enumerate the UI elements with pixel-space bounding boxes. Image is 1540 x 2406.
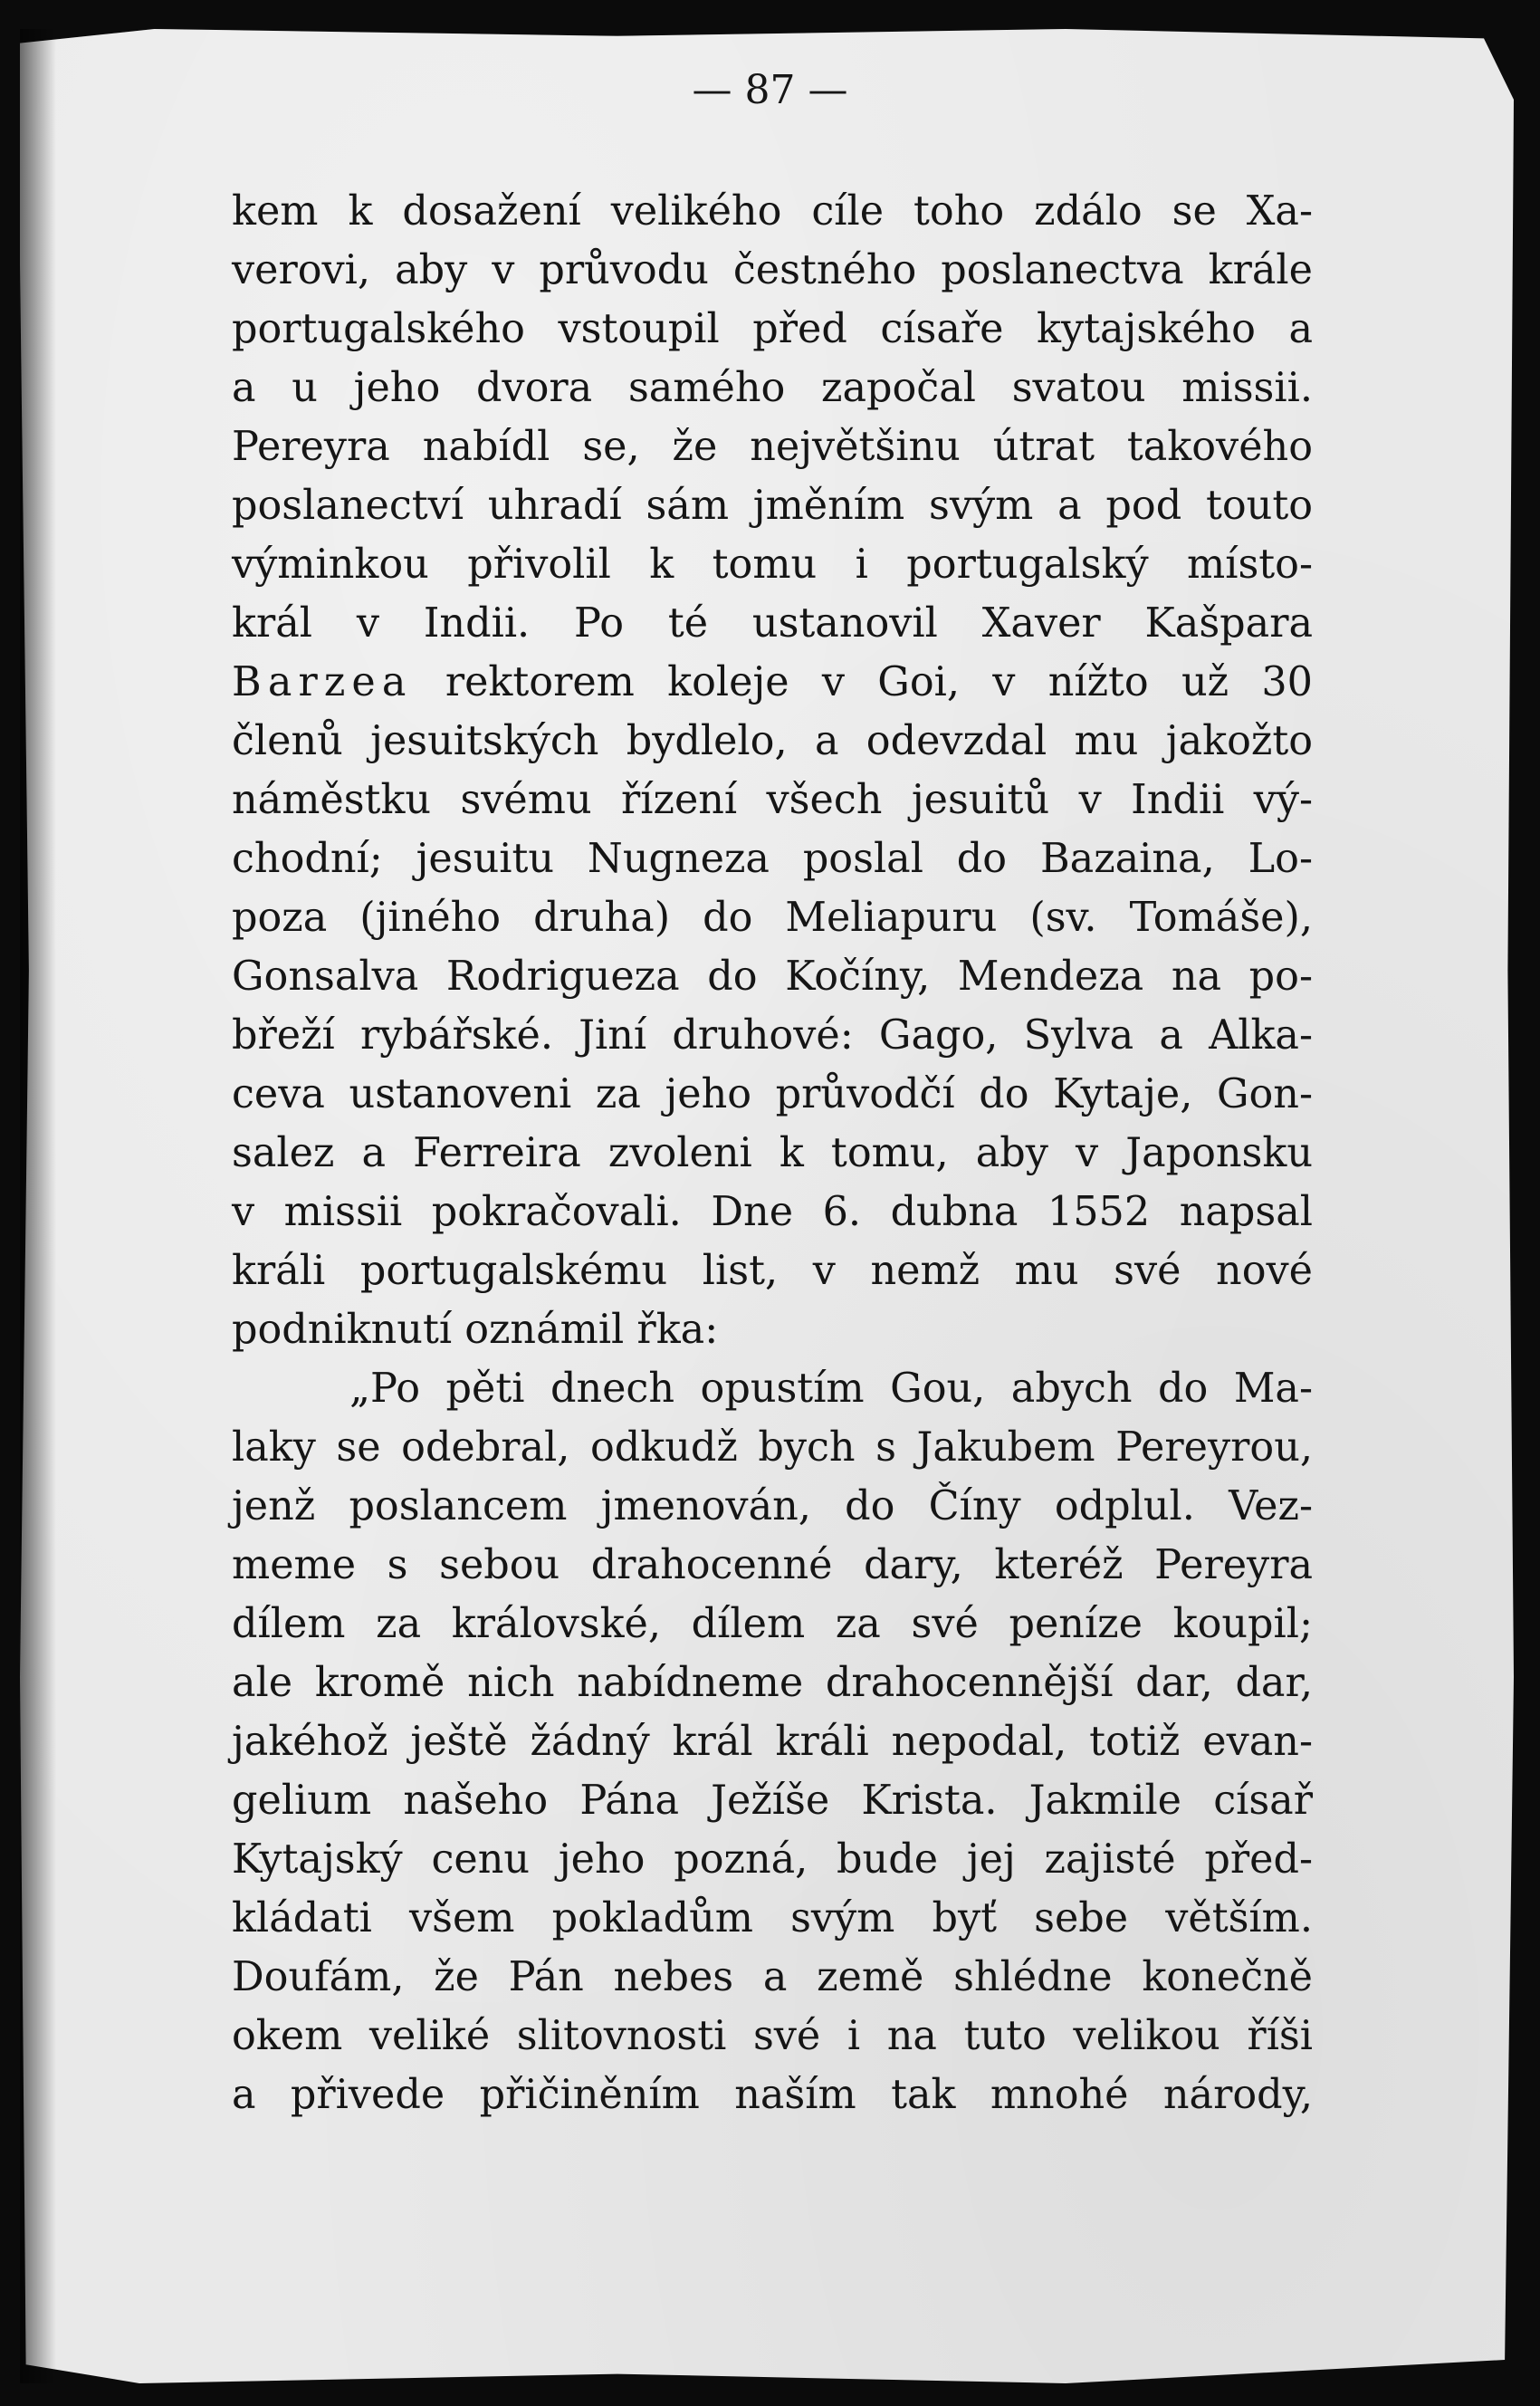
text-line: chodní; jesuitu Nugneza poslal do Bazaina, Lo- [232, 836, 1313, 882]
text-line: gelium našeho Pána Ježíše Krista. Jakmile císař [232, 1778, 1313, 1824]
text-line: podniknutí oznámil řka: [232, 1307, 719, 1353]
text-line: ale kromě nich nabídneme drahocennější dar, dar, [232, 1660, 1313, 1706]
text-line: náměstku svému řízení všech jesuitů v Indii vý- [232, 777, 1313, 823]
text-line: jenž poslancem jmenován, do Číny odplul. Vez- [232, 1483, 1313, 1529]
text-line: a přivede přičiněním naším tak mnohé národy, [232, 2072, 1313, 2118]
text-line: kem k dosažení velikého cíle toho zdálo se Xa- [232, 188, 1313, 235]
spaced-name: Barzea [232, 659, 413, 705]
text-line: jakéhož ještě žádný král králi nepodal, totiž evan- [232, 1719, 1313, 1765]
text-line: a u jeho dvora samého započal svatou missii. [232, 365, 1313, 411]
text-line: salez a Ferreira zvoleni k tomu, aby v Japonsku [232, 1130, 1313, 1176]
text-line: členů jesuitských bydlelo, a odevzdal mu jakožto [232, 718, 1313, 764]
text-line: okem veliké slitovnosti své i na tuto velikou říši [232, 2013, 1313, 2059]
text-line-rest: rektorem koleje v Goi, v nížto už 30 [445, 659, 1313, 705]
text-line: portugalského vstoupil před císaře kytajského a [232, 306, 1313, 352]
text-line: poslanectví uhradí sám jměním svým a pod touto [232, 483, 1313, 529]
page-number: — 87 — [692, 67, 848, 113]
text-line: králi portugalskému list, v nemž mu své nové [232, 1248, 1313, 1294]
binding-shadow [20, 29, 56, 2383]
text-line-indented: „Po pěti dnech opustím Gou, abych do Ma- [349, 1366, 1313, 1412]
text-line: laky se odebral, odkudž bych s Jakubem Pereyrou, [232, 1424, 1313, 1471]
text-line: kládati všem pokladům svým byť sebe větším. [232, 1895, 1313, 1941]
text-line: Kytajský cenu jeho pozná, bude jej zajisté před- [232, 1836, 1313, 1883]
text-line: Gonsalva Rodrigueza do Kočíny, Mendeza na po- [232, 954, 1313, 1000]
text-line: výminkou přivolil k tomu i portugalský místo- [232, 542, 1313, 588]
text-line: král v Indii. Po té ustanovil Xaver Kašpara [232, 600, 1313, 647]
text-line: meme s sebou drahocenné dary, kteréž Pereyra [232, 1542, 1313, 1588]
text-line: v missii pokračovali. Dne 6. dubna 1552 napsal [232, 1189, 1313, 1235]
text-line-with-name [232, 659, 1313, 705]
text-line: břeží rybářské. Jiní druhové: Gago, Sylva a Alka- [232, 1012, 1313, 1059]
text-line: poza (jiného druha) do Meliapuru (sv. Tomáše), [232, 895, 1313, 941]
text-line: Doufám, že Pán nebes a země shlédne konečně [232, 1954, 1313, 2000]
text-line: dílem za královské, dílem za své peníze koupil; [232, 1601, 1313, 1647]
text-line: Pereyra nabídl se, že největšinu útrat takového [232, 424, 1313, 470]
text-line: verovi, aby v průvodu čestného poslanectva krále [232, 247, 1313, 293]
text-line: ceva ustanoveni za jeho průvodčí do Kytaje, Gon- [232, 1071, 1313, 1117]
